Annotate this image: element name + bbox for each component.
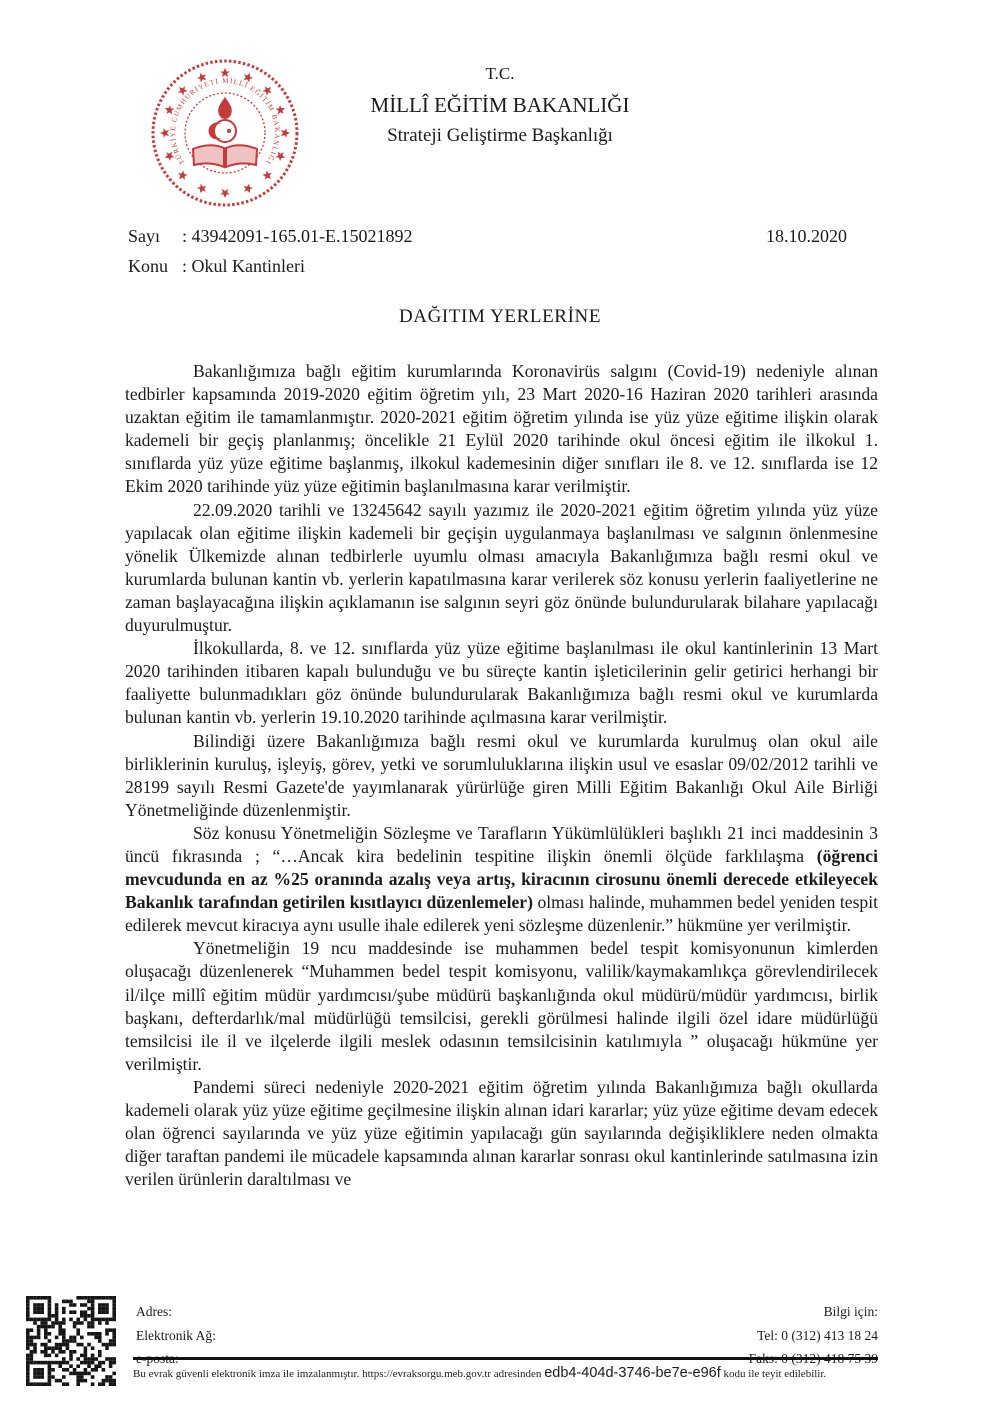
sayi-label: Sayı: [128, 226, 161, 246]
document-date: 18.10.2020: [766, 226, 847, 246]
letterhead: [0, 64, 1000, 147]
republic-abbrev: T.C.: [485, 64, 515, 83]
konu-label: Konu: [128, 256, 168, 276]
paragraph-3: İlkokullarda, 8. ve 12. sınıflarda yüz yüze eğitime başlanılması ile okul kantinlerinin 13 Mart 2020 tarihinden itibaren kapalı bulunduğu ve bu süreçte kantin işleticilerinin gelir getirici herhangi bir faaliyette bulunmadıkları göz önünde bulundurularak Bakanlığımıza bağlı resmi okul ve kurumlarda bulunan kantin vb. yerlerin 19.10.2020 tarihinde açılmasına karar verilmiştir.: [125, 638, 878, 728]
footer-divider: [133, 1357, 878, 1360]
verification-code: edb4-404d-3746-be7e-e96f: [544, 1365, 721, 1381]
department-name: Strateji Geliştirme Başkanlığı: [387, 125, 613, 146]
paragraph-2: 22.09.2020 tarihli ve 13245642 sayılı yazımız ile 2020-2021 eğitim öğretim yılında yüz yüze yapılacak olan eğitime ilişkin kademeli bir geçişin uygulanmaya başlanılması ve salgının önlenmesine yönelik Ülkemizde alınan tedbirlerle uyumlu olması amacıyla Bakanlığımıza bağlı resmi okul ve kurumlarda bulunan kantin vb. yerlerin kapatılmasına karar verilerek söz konusu yerlerin faaliyetlerine ne zaman başlayacağına ilişkin açıklamanın ise salgının seyri göz önünde bulundurularak bilahare yapılacağı duyurulmuştur.: [125, 499, 878, 636]
ministry-name: MİLLÎ EĞİTİM BAKANLIĞI: [370, 93, 630, 117]
paragraph-4: Bilindiği üzere Bakanlığımıza bağlı resmi okul ve kurumlarda kurulmuş olan okul aile birliklerinin kuruluş, işleyiş, görev, yetki ve sorumluluklarına ilişkin usul ve esaslar 09/02/2012 tarihli ve 28199 sayılı Resmi Gazete'de yayımlanarak yürürlüğe giren Milli Eğitim Bakanlığı Okul Aile Birliği Yönetmeliğinde düzenlenmiştir.: [125, 730, 878, 820]
telephone-number: Tel: 0 (312) 413 18 24: [757, 1327, 878, 1343]
elektronik-ag-label: Elektronik Ağ:: [136, 1327, 216, 1343]
paragraph-7: Pandemi süreci nedeniyle 2020-2021 eğitim öğretim yılında Bakanlığımıza bağlı okullarda kademeli olarak yüz yüze eğitime geçilmesine ilişkin alınan idari kararlar; yüz yüze eğitime devam edecek olan öğrenci sayılarında ve yüz yüze eğitimin yapılacağı gün sayılarında değişikliklere neden olmakta diğer taraftan pandemi ile mücadele kapsamında alınan kararlar sonrası okul kantinlerinde satılmasına izin verilen ürünlerin daraltılması ve: [125, 1076, 878, 1190]
paragraph-5-regular: Söz konusu Yönetmeliğin Sözleşme ve Tarafların Yükümlülükleri başlıklı 21 inci maddesinin 3 üncü fıkrasında ; “…Ancak kira bedelinin tespitine ilişkin önemli ölçüde farklılaşma: [125, 822, 878, 866]
paragraph-5-bold: (öğrenci mevcudunda en az %25 oranında azalış veya artış, kiracının cirosunu önemli derecede etkileyecek Bakanlık tarafından getirilen kısıtlayıcı düzenlemeler): [125, 845, 878, 913]
verification-text: Bu evrak güvenli elektronik imza ile imzalanmıştır. https://evraksorgu.meb.gov.tr adresinden: [133, 1368, 545, 1380]
document-meta: [128, 226, 847, 286]
verification-line: [133, 1365, 923, 1381]
bilgi-icin-label: Bilgi için:: [823, 1304, 878, 1319]
document-title: DAĞITIM YERLERİNE: [398, 306, 602, 327]
verification-text-end: kodu ile teyit edilebilir.: [720, 1368, 827, 1380]
seal-circular-text: TÜRKİYE CUMHURİYETİ MİLLÎ EĞİTİM BAKANLIĞI: [168, 76, 282, 167]
paragraph-6: Yönetmeliğin 19 ncu maddesinde ise muhammen bedel tespit komisyonunun kimlerden oluşacağı düzenlenerek “Muhammen bedel tespit komisyonu, valilik/kaymakamlıkça görevlendirilecek il/ilçe millî eğitim müdür yardımcısı/şube müdürü başkanlığında okul müdürü/müdür yardımcısı, birlik başkanı, defterdarlık/mal müdürlüğü temsilcisi, gerekli görülmesi halinde ilgili özel idare müdürlüğü temsilcisi ile il ve ilçelerde ilgili meslek odasının temsilcisinin katılımıyla ” oluşacağı hükmüne yer verilmiştir.: [125, 938, 878, 1074]
qr-code: [26, 1296, 116, 1386]
sayi-row: [128, 226, 847, 247]
konu-value: : Okul Kantinleri: [182, 256, 305, 276]
konu-row: [128, 256, 847, 277]
paragraph-5: [125, 822, 878, 937]
document-body: [125, 360, 878, 1191]
paragraph-1: Bakanlığımıza bağlı eğitim kurumlarında Koronavirüs salgını (Covid-19) nedeniyle alınan tedbirler kapsamında 2019-2020 eğitim öğretim yılı, 23 Mart 2020-16 Haziran 2020 tarihleri arasında uzaktan eğitim ile tamamlanmıştır. 2020-2021 eğitim öğretim yılında ise yüz yüze eğitime ilişkin olarak kademeli bir geçiş planlanmış; öncelikle 21 Eylül 2020 tarihinde okul öncesi eğitim ile ilkokul 1. sınıflarda yüz yüze eğitime başlanmış, ilkokul kademesinin diğer sınıfları ile 8. ve 12. sınıflarda ise 12 Ekim 2020 tarihinde yüz yüze eğitimin başlanılmasına karar verilmiştir.: [125, 361, 878, 497]
adres-label: Adres:: [136, 1304, 172, 1319]
sayi-value: : 43942091-165.01-E.15021892: [182, 226, 413, 246]
paragraph-5-regular-end: olması halinde, muhammen bedel yeniden tespit edilerek mevcut kiracıya aynı usulle ihale edilerek yeni sözleşme düzenlenir.” hükmüne yer verilmiştir.: [125, 892, 879, 936]
